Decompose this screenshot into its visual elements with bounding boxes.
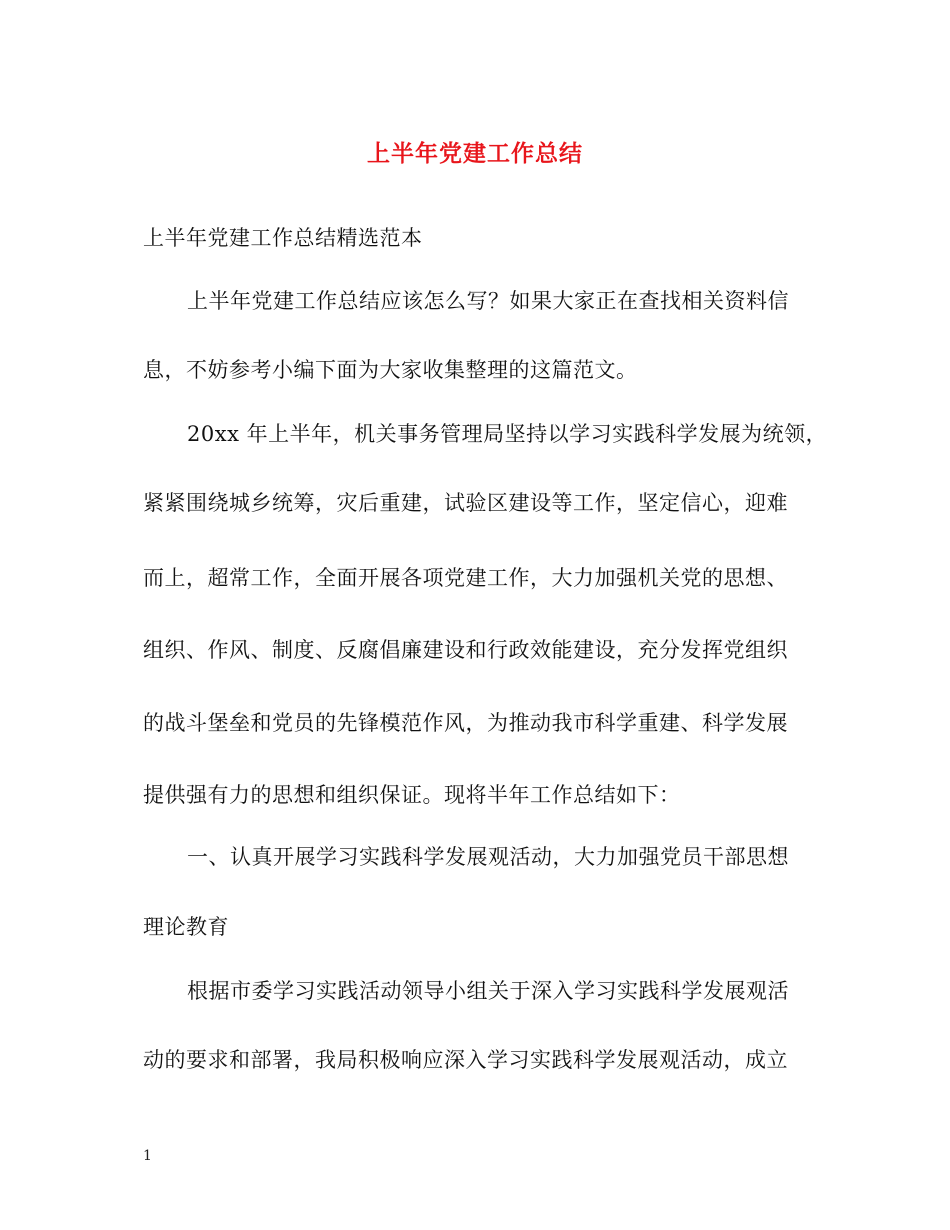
paragraph-line: 组织、作风、制度、反腐倡廉建设和行政效能建设，充分发挥党组织 [143,638,788,662]
section-heading-line: 理论教育 [143,915,229,939]
paragraph-line: 20xx 年上半年，机关事务管理局坚持以学习实践科学发展为统领， [187,422,828,446]
paragraph-line: 息，不妨参考小编下面为大家收集整理的这篇范文。 [143,358,638,382]
section-heading-line: 一、认真开展学习实践科学发展观活动，大力加强党员干部思想 [187,845,789,869]
paragraph-line: 动的要求和部署，我局积极响应深入学习实践科学发展观活动，成立 [143,1048,788,1072]
paragraph-line: 上半年党建工作总结应该怎么写？如果大家正在查找相关资料信 [187,289,789,313]
paragraph-line: 根据市委学习实践活动领导小组关于深入学习实践科学发展观活 [187,979,789,1003]
paragraph-line: 紧紧围绕城乡统筹，灾后重建，试验区建设等工作，坚定信心，迎难 [143,491,788,515]
paragraph-line: 而上，超常工作，全面开展各项党建工作，大力加强机关党的思想、 [143,566,788,590]
paragraph-line: 的战斗堡垒和党员的先锋模范作风，为推动我市科学重建、科学发展 [143,711,788,735]
document-subtitle: 上半年党建工作总结精选范本 [143,226,423,250]
page-number: 1 [143,1148,152,1164]
paragraph-line: 提供强有力的思想和组织保证。现将半年工作总结如下： [143,783,681,807]
document-title: 上半年党建工作总结 [367,140,583,167]
